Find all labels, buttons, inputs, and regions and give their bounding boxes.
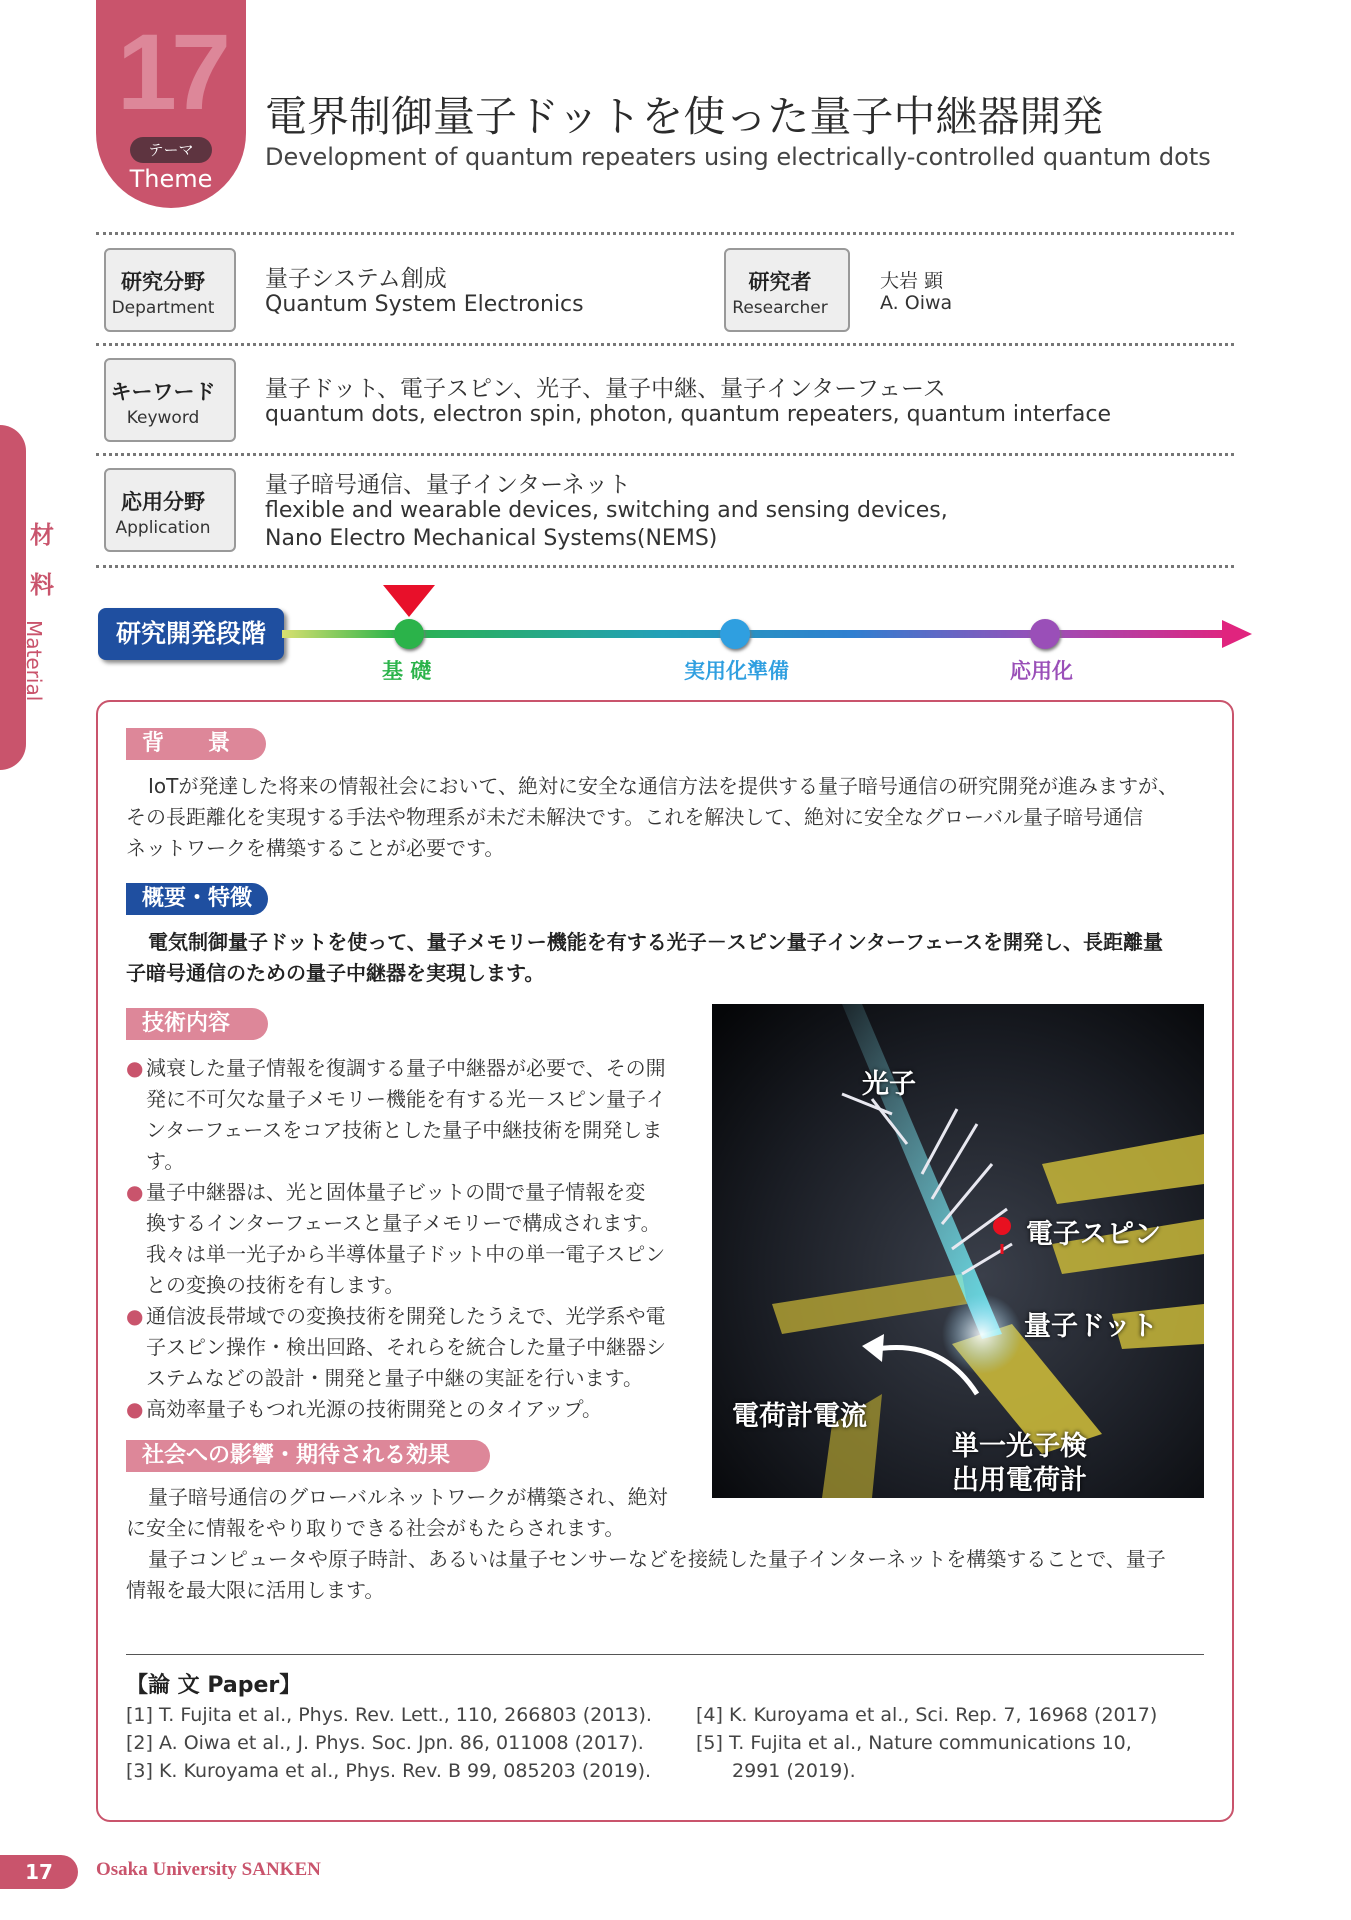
tech-bullet-1	[126, 1053, 143, 1084]
researcher-value-en: A. Oiwa	[880, 292, 953, 314]
tech-bullet-3	[126, 1301, 143, 1332]
tech-line: 発に不可欠な量子メモリー機能を有する光－スピン量子イ	[146, 1087, 666, 1111]
figure-label-spin: 電子スピン	[1026, 1219, 1161, 1250]
footer-text: Osaka University SANKEN	[96, 1859, 321, 1880]
stage-badge: 研究開発段階	[98, 608, 284, 660]
current-stage-marker-icon	[383, 585, 435, 617]
figure-label-detector-2: 出用電荷計	[952, 1465, 1087, 1496]
tech-bullet-2	[126, 1177, 143, 1208]
tech-line: 我々は単一光子から半導体量子ドット中の単一電子スピン	[146, 1242, 666, 1266]
keyword-value-jp: 量子ドット、電子スピン、光子、量子中継、量子インターフェース	[265, 376, 946, 402]
figure-label-dot: 量子ドット	[1024, 1311, 1158, 1342]
keyword-label-box	[104, 358, 236, 442]
stage-label-applied: 応用化	[1010, 659, 1073, 683]
side-label-jp-2: 料	[30, 571, 54, 599]
page-number: 17	[0, 1855, 78, 1889]
department-value-en: Quantum System Electronics	[265, 292, 584, 317]
theme-pill: テーマ	[130, 137, 212, 163]
tech-line: 減衰した量子情報を復調する量子中継器が必要で、その開	[146, 1056, 666, 1080]
background-line-2: その長距離化を実現する手法や物理系が未だ未解決です。これを解決して、絶対に安全なグローバル量子暗号通信	[126, 805, 1143, 829]
stage-label-practical: 実用化準備	[684, 659, 789, 683]
section-head-background: 背 景	[126, 728, 266, 760]
department-label-box	[104, 248, 236, 332]
application-label-en: Application	[115, 518, 211, 538]
theme-number: 17	[116, 11, 226, 132]
tech-line: 子スピン操作・検出回路、それらを統合した量子中継器シ	[146, 1335, 666, 1359]
divider	[96, 343, 1234, 346]
tech-line: 換するインターフェースと量子メモリーで構成されます。	[146, 1211, 661, 1235]
application-label-jp: 応用分野	[121, 490, 205, 514]
figure-label-current: 電荷計電流	[732, 1401, 867, 1432]
bullet-icon: ●	[126, 1056, 144, 1080]
section-head-overview: 概要・特徴	[126, 883, 268, 915]
application-value-en-1: flexible and wearable devices, switching and sensing devices,	[265, 498, 948, 523]
side-label-en: Material	[22, 620, 46, 702]
researcher-label-jp: 研究者	[748, 270, 812, 294]
side-category-tab	[0, 425, 26, 770]
tech-line: との変換の技術を有します。	[146, 1273, 405, 1297]
tech-bullet-4	[126, 1394, 143, 1425]
page-title: 電界制御量子ドットを使った量子中継器開発	[265, 92, 1104, 141]
bullet-icon: ●	[126, 1180, 144, 1204]
keyword-value-en: quantum dots, electron spin, photon, quantum repeaters, quantum interface	[265, 402, 1112, 427]
application-label-box	[104, 468, 236, 552]
researcher-label-box	[724, 248, 850, 332]
stage-dot-practical	[720, 619, 750, 649]
impact-line-4: 情報を最大限に活用します。	[126, 1578, 385, 1602]
keyword-label-jp: キーワード	[110, 380, 216, 404]
background-line-3: ネットワークを構築することが必要です。	[126, 836, 505, 860]
application-value-jp: 量子暗号通信、量子インターネット	[265, 472, 631, 498]
stage-dot-applied	[1030, 619, 1060, 649]
keyword-label-en: Keyword	[126, 408, 200, 428]
figure-label-detector-1: 単一光子検	[952, 1431, 1087, 1462]
tech-line: 量子中継器は、光と固体量子ビットの間で量子情報を変	[146, 1180, 646, 1204]
theme-label: Theme	[129, 165, 213, 193]
divider	[96, 565, 1234, 568]
divider	[96, 453, 1234, 456]
department-label-jp: 研究分野	[121, 270, 205, 294]
section-head-technology: 技術内容	[126, 1008, 268, 1040]
overview-line-1: 電気制御量子ドットを使って、量子メモリー機能を有する光子－スピン量子インターフェースを開発し、長距離量	[148, 930, 1163, 954]
reference-item: [4] K. Kuroyama et al., Sci. Rep. 7, 16968 (2017)	[696, 1704, 1158, 1726]
tech-line: ンターフェースをコア技術とした量子中継技術を開発しま	[146, 1118, 663, 1142]
department-value-jp: 量子システム創成	[265, 266, 447, 292]
reference-item: [1] T. Fujita et al., Phys. Rev. Lett., 110, 266803 (2013).	[126, 1704, 652, 1726]
reference-item: [5] T. Fujita et al., Nature communications 10,	[696, 1732, 1132, 1754]
divider	[126, 1654, 1204, 1655]
impact-line-2: に安全に情報をやり取りできる社会がもたらされます。	[126, 1516, 625, 1540]
figure-label-photon: 光子	[862, 1069, 916, 1100]
bullet-icon: ●	[126, 1304, 144, 1328]
arrowhead-icon	[1222, 620, 1252, 648]
overview-line-2: 子暗号通信のための量子中継器を実現します。	[126, 961, 545, 985]
department-label-en: Department	[111, 298, 215, 318]
impact-line-1: 量子暗号通信のグローバルネットワークが構築され、絶対	[148, 1485, 668, 1509]
background-line-1: IoTが発達した将来の情報社会において、絶対に安全な通信方法を提供する量子暗号通信の研究開発が進みますが、	[148, 774, 1178, 798]
reference-item: [3] K. Kuroyama et al., Phys. Rev. B 99, 085203 (2019).	[126, 1760, 652, 1782]
stage-progress-line	[282, 630, 1232, 638]
side-label-jp-1: 材	[30, 521, 54, 549]
application-value-en-2: Nano Electro Mechanical Systems(NEMS)	[265, 526, 718, 551]
divider	[96, 232, 1234, 235]
tech-line: す。	[146, 1149, 185, 1173]
papers-heading: 【論 文 Paper】	[126, 1673, 302, 1698]
bullet-icon: ●	[126, 1397, 144, 1421]
section-head-impact: 社会への影響・期待される効果	[126, 1440, 490, 1472]
reference-item-continued: 2991 (2019).	[732, 1760, 856, 1782]
stage-label-basic: 基 礎	[382, 659, 432, 683]
tech-line: 高効率量子もつれ光源の技術開発とのタイアップ。	[146, 1397, 602, 1421]
stage-dot-basic	[394, 619, 424, 649]
reference-item: [2] A. Oiwa et al., J. Phys. Soc. Jpn. 86, 011008 (2017).	[126, 1732, 644, 1754]
researcher-value-jp: 大岩 顕	[880, 270, 944, 292]
impact-line-3: 量子コンピュータや原子時計、あるいは量子センサーなどを接続した量子インターネットを構築することで、量子	[148, 1547, 1166, 1571]
quantum-dot-figure	[712, 1004, 1204, 1498]
page-subtitle: Development of quantum repeaters using electrically-controlled quantum dots	[265, 143, 1211, 171]
researcher-label-en: Researcher	[732, 298, 828, 318]
tech-line: ステムなどの設計・開発と量子中継の実証を行います。	[146, 1366, 643, 1390]
tech-line: 通信波長帯域での変換技術を開発したうえで、光学系や電	[146, 1304, 666, 1328]
